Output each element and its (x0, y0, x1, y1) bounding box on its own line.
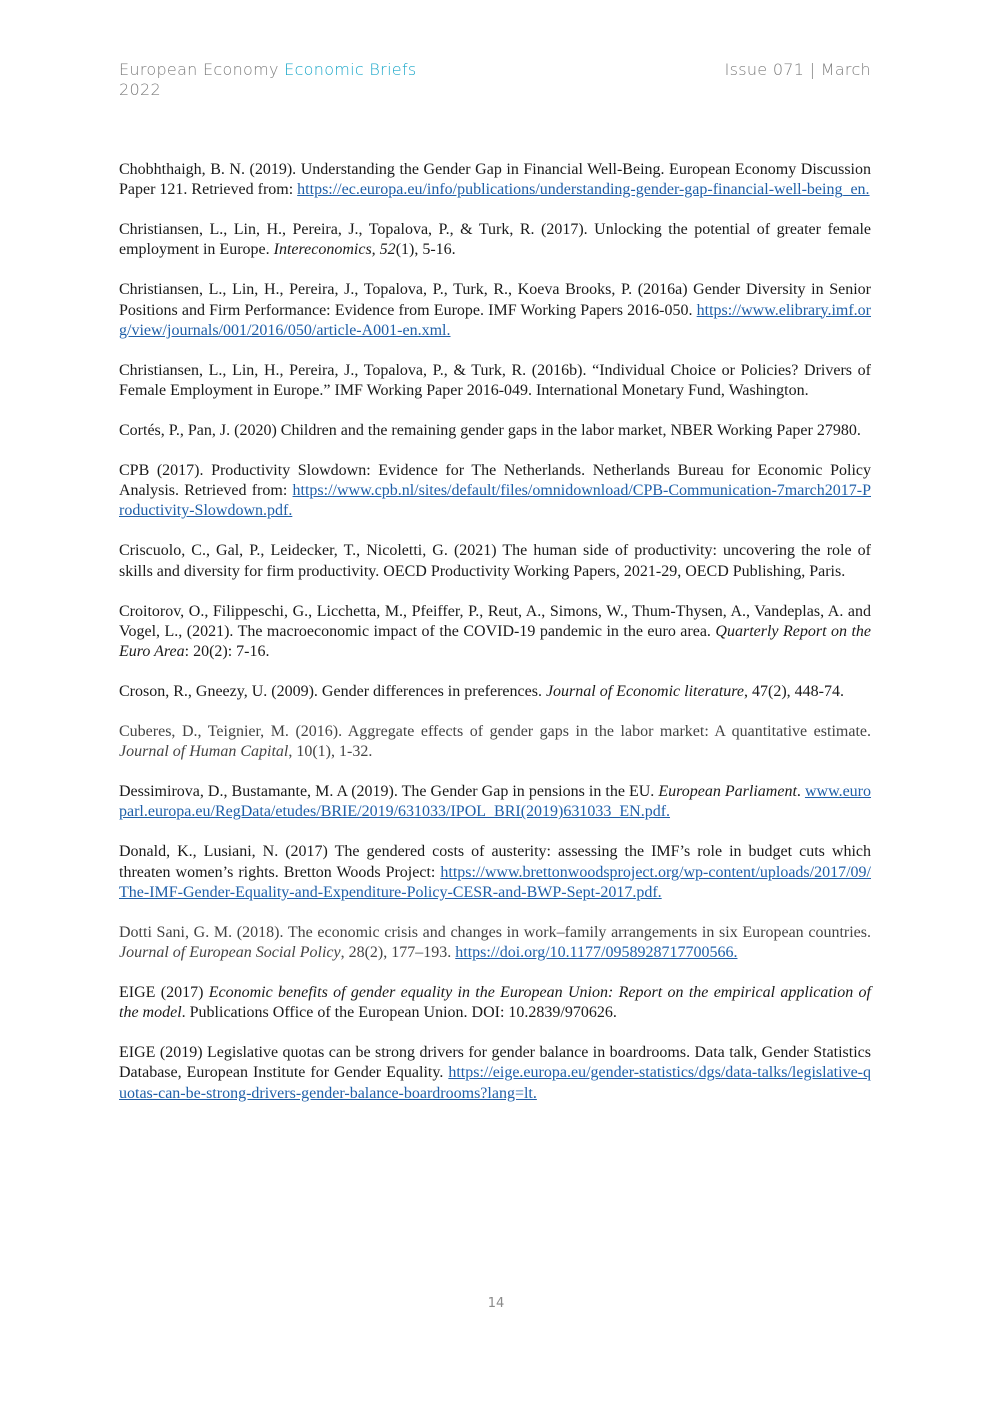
series-name: Economic Briefs (284, 60, 417, 79)
reference-link[interactable]: https://doi.org/10.1177/0958928717700566. (455, 944, 738, 962)
reference-source: Journal of Economic literature (545, 683, 744, 701)
reference-link[interactable]: https://eige.europa.eu/gender-statistics/dgs/data-talks/legislative-quotas-can-be-strong-drivers-gender-balance-boardrooms?lang=lt. (119, 1064, 871, 1102)
reference-source: Quarterly Report on the Euro Area (119, 622, 871, 661)
reference-entry (119, 461, 871, 522)
reference-details: , 47(2), 448-74. (744, 683, 844, 701)
reference-entry (119, 541, 871, 581)
reference-entry (119, 782, 871, 822)
reference-text: Donald, K., Lusiani, N. (2017) The gendered costs of austerity: assessing the IMF’s role in budget cuts which threaten women’s rights. Bretton Woods Project: (119, 843, 871, 881)
reference-source: Economic benefits of gender equality in the European Union: Report on the empirical application of the model (119, 984, 871, 1022)
issue-label: Issue 071 | March (724, 60, 871, 79)
reference-entry (119, 682, 871, 702)
reference-text: Croson, R., Gneezy, U. (2009). Gender differences in preferences. (119, 683, 546, 701)
reference-text: Christiansen, L., Lin, H., Pereira, J., Topalova, P., & Turk, R. (2017). Unlocking the potential of greater female employment in Europe. (119, 221, 871, 259)
reference-entry (119, 1043, 871, 1104)
reference-text: Chobhthaigh, B. N. (2019). Understanding the Gender Gap in Financial Well-Being. European Economy Discussion Paper 121. Retrieved from: (119, 161, 871, 199)
reference-text: Cuberes, D., Teignier, M. (2016). Aggregate effects of gender gaps in the labor market: A quantitative estimate. (119, 723, 871, 741)
issue-year: 2022 (119, 80, 161, 99)
reference-source: Journal of European Social Policy (119, 944, 341, 962)
reference-details: (1), 5-16. (395, 241, 456, 259)
reference-text: Christiansen, L., Lin, H., Pereira, J., Topalova, P., Turk, R., Koeva Brooks, P. (2016a) Gender Diversity in Senior Positions and Firm Performance: Evidence from Europe. IMF Working Papers 2016-050. (119, 281, 871, 319)
reference-list (119, 160, 871, 1124)
reference-text: Croitorov, O., Filippeschi, G., Licchetta, M., Pfeiffer, P., Reut, A., Simons, W., Thum-Thysen, A., Vandeplas, A. and Vogel, L., (2021). The macroeconomic impact of the COVID-19 pandemic in the euro area. (119, 602, 871, 640)
reference-details: , 28(2), 177–193. (340, 944, 456, 962)
reference-details: . Publications Office of the European Union. DOI: 10.2839/970626. (181, 1004, 617, 1022)
reference-link[interactable]: https://www.elibrary.imf.org/view/journals/001/2016/050/article-A001-en.xml. (119, 301, 871, 339)
reference-details: . (796, 783, 805, 801)
reference-text: Christiansen, L., Lin, H., Pereira, J., Topalova, P., & Turk, R. (2016b). “Individual Choice or Policies? Drivers of Female Employment in Europe.” IMF Working Paper 2016-049. International Monetary Fund, Washington. (119, 361, 871, 400)
reference-entry (119, 160, 871, 200)
reference-details: , 10(1), 1-32. (288, 743, 373, 761)
reference-link[interactable]: www.europarl.europa.eu/RegData/etudes/BRIE/2019/631033/IPOL_BRI(2019)631033_EN.pdf. (119, 783, 872, 821)
reference-text: Cortés, P., Pan, J. (2020) Children and the remaining gender gaps in the labor market, NBER Working Paper 27980. (119, 422, 861, 440)
reference-text: Dessimirova, D., Bustamante, M. A (2019). The Gender Gap in pensions in the EU. (119, 783, 659, 801)
reference-entry (119, 722, 871, 762)
reference-entry (119, 361, 871, 401)
reference-entry (119, 220, 871, 260)
reference-text: EIGE (2019) Legislative quotas can be strong drivers for gender balance in boardrooms. Data talk, Gender Statistics Database, European Institute for Gender Equality. (119, 1044, 871, 1082)
reference-link[interactable]: https://ec.europa.eu/info/publications/understanding-gender-gap-financial-well-being_en. (297, 181, 870, 199)
reference-source: European Parliament (658, 783, 797, 801)
reference-entry (119, 280, 871, 341)
reference-entry (119, 923, 871, 963)
reference-entry (119, 421, 871, 441)
page-number: 14 (487, 1296, 505, 1311)
reference-link[interactable]: https://www.cpb.nl/sites/default/files/omnidownload/CPB-Communication-7march2017-Productivity-Slowdown.pdf. (119, 482, 871, 520)
reference-text: EIGE (2017) (119, 984, 209, 1002)
reference-entry (119, 842, 871, 903)
reference-source: Journal of Human Capital (119, 743, 289, 761)
page-header (119, 60, 871, 100)
reference-entry (119, 602, 871, 663)
reference-text: Criscuolo, C., Gal, P., Leidecker, T., Nicoletti, G. (2021) The human side of productivity: uncovering the role of skills and diversity for firm productivity. OECD Productivity Working Papers, 2021-29, OECD Publishing, Paris. (119, 542, 871, 580)
reference-text: CPB (2017). Productivity Slowdown: Evidence for The Netherlands. Netherlands Bureau for Economic Policy Analysis. Retrieved from: (119, 462, 871, 500)
reference-entry (119, 983, 871, 1023)
publication-name: European Economy (119, 60, 279, 79)
reference-source: Intereconomics, 52 (273, 241, 396, 259)
reference-link[interactable]: https://www.brettonwoodsproject.org/wp-content/uploads/2017/09/The-IMF-Gender-Equality-and-Expenditure-Policy-CESR-and-BWP-Sept-2017.pdf. (119, 863, 871, 901)
reference-details: : 20(2): 7-16. (184, 643, 270, 661)
reference-text: Dotti Sani, G. M. (2018). The economic crisis and changes in work–family arrangements in six European countries. (119, 923, 871, 941)
